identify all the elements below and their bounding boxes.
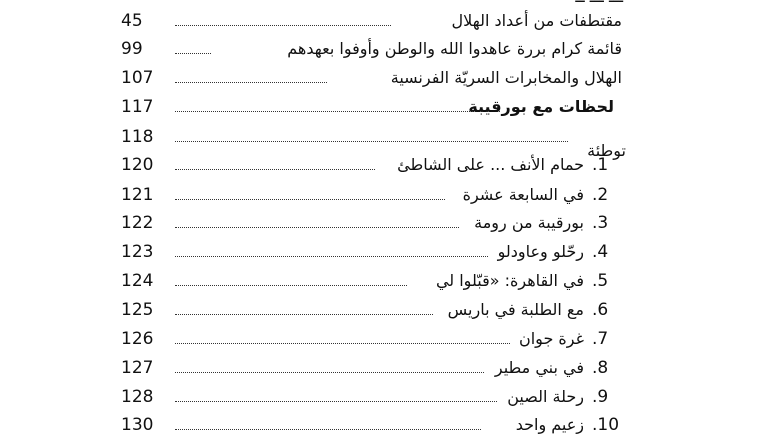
page-number: 117 xyxy=(121,97,154,117)
section-title: لحظات مع بورقيبة xyxy=(468,97,614,116)
entry-number: .6 xyxy=(592,300,609,320)
leader-dots xyxy=(175,227,459,228)
page-number: 128 xyxy=(121,387,154,407)
toc-entry xyxy=(0,210,776,236)
toc-entry xyxy=(0,412,776,438)
leader-dots xyxy=(175,53,211,54)
leader-dots xyxy=(175,314,433,315)
toc-entry xyxy=(0,326,776,352)
toc-entry xyxy=(0,239,776,265)
toc-entry xyxy=(0,355,776,381)
entry-title: في القاهرة: «قبّلوا لي xyxy=(435,271,584,290)
page-number: 124 xyxy=(121,271,154,291)
entry-number: .1 xyxy=(592,155,609,175)
page-number: 126 xyxy=(121,329,154,349)
leader-dots xyxy=(175,343,510,344)
page-number: 45 xyxy=(121,11,143,31)
toc-entry xyxy=(0,268,776,294)
toc-entry xyxy=(0,65,776,91)
entry-title: الهلال والمخابرات السريّة الفرنسية xyxy=(390,68,622,87)
entry-title: غرة جوان xyxy=(518,329,584,348)
leader-dots xyxy=(175,285,407,286)
toc-entry xyxy=(0,297,776,323)
toc-entry xyxy=(0,36,776,62)
entry-title: في السابعة عشرة xyxy=(462,185,584,204)
entry-title: رحّلو وعاودلو xyxy=(497,242,584,261)
entry-number: .3 xyxy=(592,213,609,233)
page-number: 130 xyxy=(121,415,154,435)
page-number: 125 xyxy=(121,300,154,320)
toc-section-heading xyxy=(0,94,776,120)
entry-title: قائمة كرام بررة عاهدوا الله والوطن وأوفوا بعهدهم xyxy=(287,39,622,58)
page-number: 107 xyxy=(121,68,154,88)
toc-entry xyxy=(0,152,776,178)
leader-dots xyxy=(175,429,481,430)
leader-dots xyxy=(175,169,375,170)
entry-title: رحلة الصين xyxy=(507,387,584,406)
leader-dots xyxy=(175,25,391,26)
page-number: 120 xyxy=(121,155,154,175)
entry-number: .9 xyxy=(592,387,609,407)
toc-entry xyxy=(0,124,776,160)
entry-title: في بني مطير xyxy=(494,358,584,377)
leader-dots xyxy=(175,401,497,402)
leader-dots xyxy=(175,372,484,373)
page-number: 121 xyxy=(121,185,154,205)
page-number: 122 xyxy=(121,213,154,233)
page-number: 127 xyxy=(121,358,154,378)
entry-number: .4 xyxy=(592,242,609,262)
entry-title: توطئة xyxy=(587,141,626,160)
page-number: 118 xyxy=(121,127,154,147)
entry-title: مع الطلبة في باريس xyxy=(447,300,584,319)
page-number: 99 xyxy=(121,39,143,59)
entry-number: .2 xyxy=(592,185,609,205)
entry-title: مقتطفات من أعداد الهلال xyxy=(451,11,622,30)
leader-dots xyxy=(175,111,500,112)
leader-dots xyxy=(175,141,568,142)
entry-number: .10 xyxy=(592,415,620,435)
leader-dots xyxy=(175,256,488,257)
toc-entry xyxy=(0,384,776,410)
entry-title: بورقيبة من رومة xyxy=(474,213,584,232)
entry-title: زعيم واحد xyxy=(515,415,584,434)
toc-entry xyxy=(0,8,776,34)
leader-dots xyxy=(175,82,327,83)
entry-number: .7 xyxy=(592,329,609,349)
entry-number: .5 xyxy=(592,271,609,291)
leader-dots xyxy=(175,199,445,200)
page-number: 123 xyxy=(121,242,154,262)
toc-entry xyxy=(0,182,776,208)
entry-title: حمام الأنف ... على الشاطئ xyxy=(397,155,584,174)
entry-number: .8 xyxy=(592,358,609,378)
